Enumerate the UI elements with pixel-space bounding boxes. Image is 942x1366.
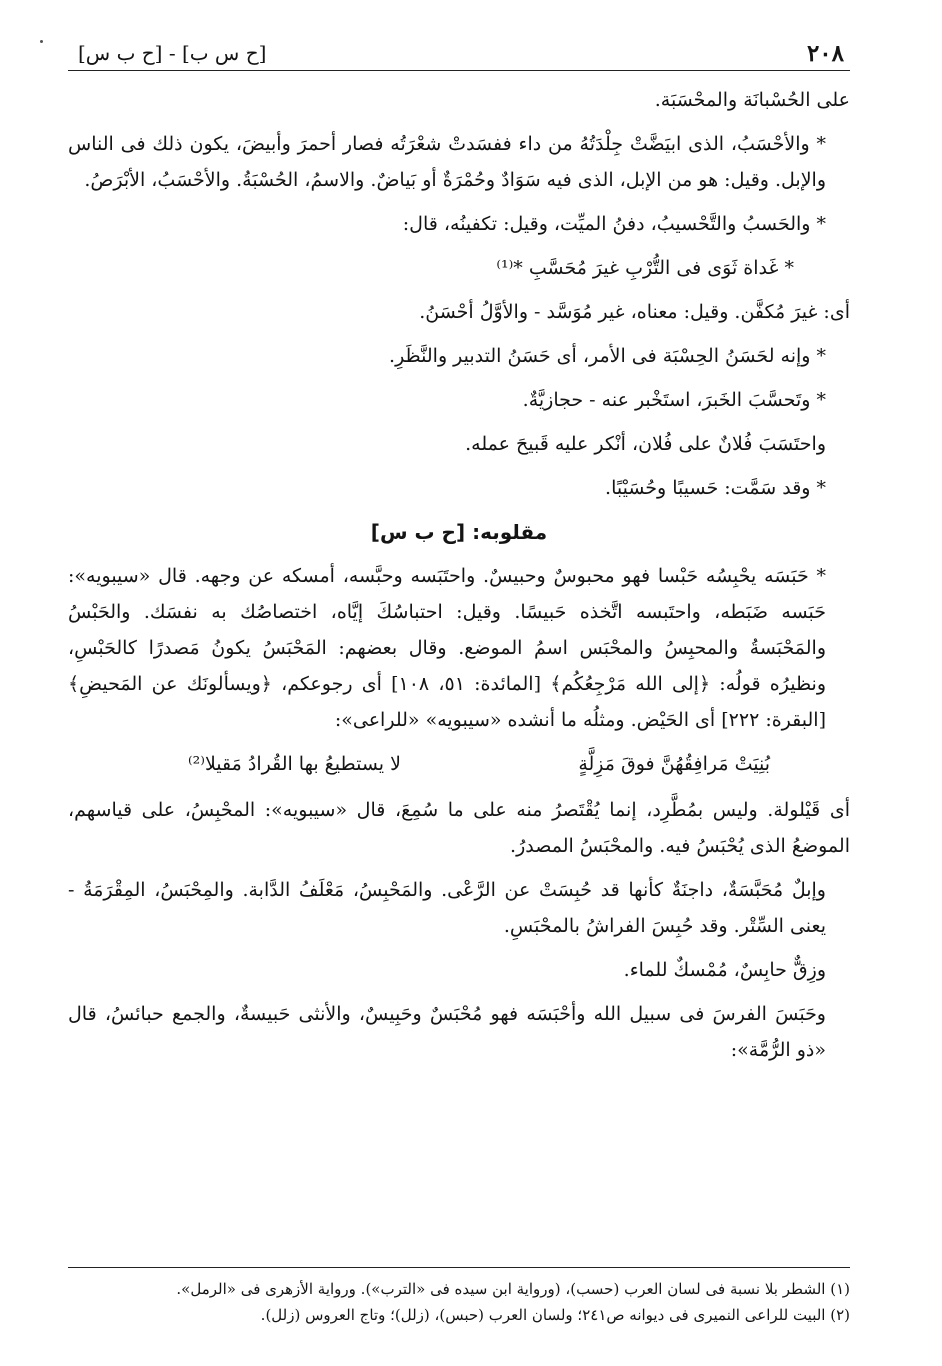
footnotes <box>68 1267 850 1328</box>
paragraph: * وقد سَمَّت: حَسيبًا وحُسَيْبًا. <box>605 477 826 499</box>
page-header <box>68 36 850 71</box>
section-heading: مقلوبه: [ح ب س] <box>370 520 548 544</box>
paragraph: واحتَسَبَ فُلانٌ على فُلان، أنْكر عليه قَبيحَ عمله. <box>465 433 826 455</box>
footnote: (١) الشطر بلا نسبة فى لسان العرب (حسب)، (ورواية ابن سيده فى «الترب»). ورواية الأزهرى فى «الرمل». <box>176 1280 850 1298</box>
paragraph: أى قَيْلولة. وليس بمُطَّرِد، إنما يُقْتَصرُ منه على ما سُمِعَ، قال «سيبويه»: المحْبِسُ، على قياسهم، الموضعُ الذى يُحْبَسُ فيه. والمحْبَسُ المصدرُ. <box>68 799 850 857</box>
verse-fragment: * غَداة ثَوَى فى التُّرْبِ غيرَ مُحَسَّبِ *⁽¹⁾ <box>496 257 794 279</box>
paragraph: * وإنه لحَسَنُ الحِسْبَة فى الأمر، أى حَسَنُ التدبير والنَّظَرِ. <box>389 345 826 367</box>
verse-first-hemistich: بُنِيَتْ مَرافِقُهُنَّ فوقَ مَزِلَّةٍ <box>578 753 770 775</box>
running-head: [ح س ب] - [ح ب س] <box>78 41 267 65</box>
paragraph: وزِقٌّ حابِسٌ، مُمْسكٌ للماء. <box>623 959 826 981</box>
paragraph: * والحَسبُ والتَّحْسيبُ، دفنُ الميِّت، وقيل: تكفينُه، قال: <box>402 213 826 235</box>
paragraph: أى: غيرَ مُكفَّن. وقيل: معناه، غير مُوَسَّد - والأوَّلُ أحْسَنُ. <box>419 301 850 323</box>
paragraph: وحَبَسَ الفرسَ فى سبيل الله وأحْبَسَه فهو مُحْبَسٌ وحَبِيسٌ، والأنثى حَبيسةٌ، والجمع حبائسُ، قال «ذو الرُّمَّة»: <box>68 1003 826 1061</box>
paragraph: وإبلٌ مُحَبَّسَةٌ، داجنَةٌ كأنها قد حُبِسَتْ عن الرَّعْى. والمَحْبِسُ، مَعْلَفُ الدَّابة. والمِحْبَسُ، المِقْرَمَةُ - يعنى السِّتْر. وقد حُبِسَ الفراشُ بالمحْبَسِ. <box>68 879 826 937</box>
poem-verse <box>68 746 850 782</box>
main-text <box>68 86 850 1076</box>
paragraph: * والأحْسَبُ، الذى ابيَضَّتْ جِلْدَتُهُ من داء ففسَدتْ شعْرَتُه فصار أحمرَ وأبيضَ، يكون ذلك فى الناس والإبل. وقيل: هو من الإبل، الذى فيه سَوَادٌ وحُمْرَةٌ أو بَياضٌ. والاسمُ، الحُسْبَةُ. والأحْسَبُ، الأبْرَصُ. <box>68 133 826 191</box>
footnote: (٢) البيت للراعى النميرى فى ديوانه ص٢٤١؛ ولسان العرب (حبس)، (زلل)؛ وتاج العروس (زلل). <box>260 1306 850 1324</box>
paragraph: * وتَحسَّبَ الخَبرَ، استَخْبر عنه - حجازيَّةٌ. <box>522 389 826 411</box>
margin-speck <box>40 40 43 43</box>
verse-second-hemistich: لا يستطيعُ بها القُرادُ مَقيلا⁽²⁾ <box>188 753 401 775</box>
book-page <box>68 0 850 1366</box>
paragraph: على الحُسْبانَة والمحْسَبَة. <box>654 89 850 111</box>
paragraph: * حَبَسَه يحْبِسُه حَبْسا فهو محبوسٌ وحبيسٌ. واحتَبَسه وحبَّسه، أمسكه عن وجهه. قال «سيبويه»: حَبَسه ضَبَطه، واحتَبسه اتَّخذه حَبيسًا. وقيل: احتباسُكَ إيَّاه، اختصاصُك به نفسَك. والحَبْسُ والمَحْبَسةُ والمحبِسُ والمحْبَس اسمُ الموضع. وقال بعضهم: المَحْبَسُ يكونُ مَصدرًا كالحَبْسِ، ونظيرُه قولُه: ﴿إلى الله مَرْجِعُكُم﴾ [المائدة: ٥١، ١٠٨] أى رجوعكم، ﴿ويسألونَك عن المَحيضِ﴾ [البقرة: ٢٢٢] أى الحَيْض. ومثلُه ما أنشده «سيبويه» «للراعى»: <box>68 565 827 731</box>
page-number: ٢٠٨ <box>806 39 844 67</box>
